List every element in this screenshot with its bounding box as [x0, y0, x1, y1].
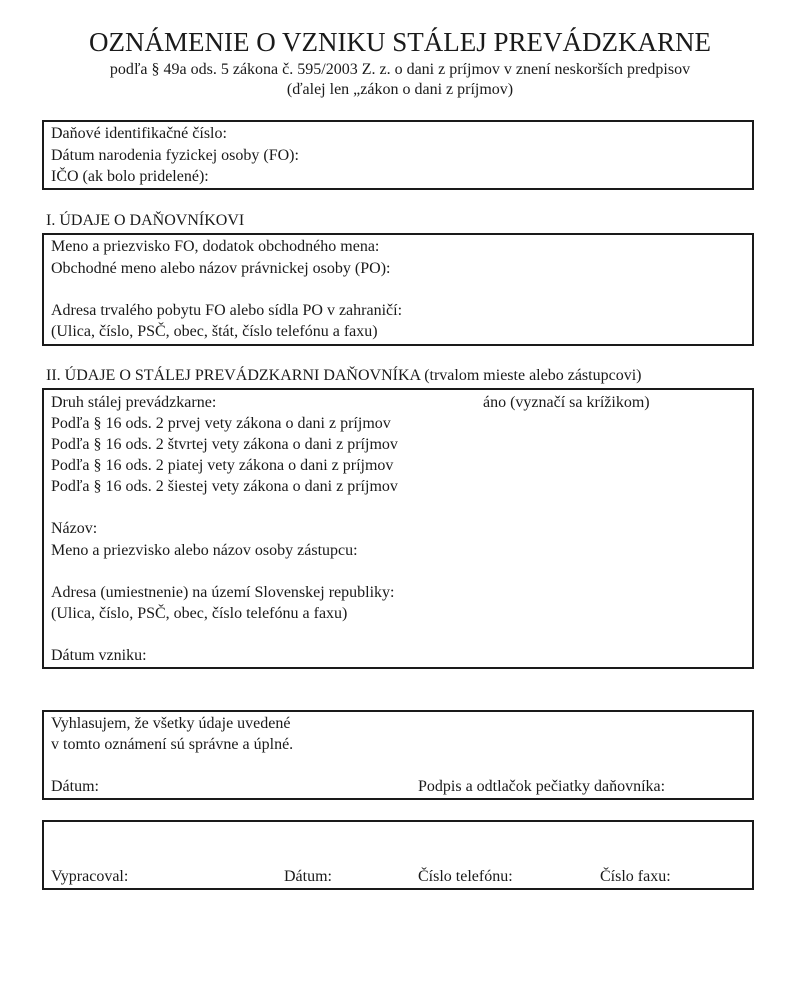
document-subtitle: podľa § 49a ods. 5 zákona č. 595/2003 Z. z. o dani z príjmov v znení neskorších predpisov	[109, 61, 691, 78]
taxpayer-address-field-label[interactable]: Adresa trvalého pobytu FO alebo sídla PO v zahraničí:	[51, 302, 403, 319]
declaration-text-line-1: Vyhlasujem, že všetky údaje uvedené	[51, 715, 291, 732]
section-2-heading-suffix: (trvalom mieste alebo zástupcovi)	[424, 367, 642, 384]
signature-field-label[interactable]: Podpis a odtlačok pečiatky daňovníka:	[418, 778, 666, 795]
representative-field-label[interactable]: Meno a priezvisko alebo názov osoby zástupcu:	[51, 542, 358, 559]
section-1-heading: I. ÚDAJE O DAŇOVNÍKOVI	[46, 212, 245, 229]
establishment-option-1[interactable]: Podľa § 16 ods. 2 prvej vety zákona o dani z príjmov	[51, 415, 391, 432]
taxpayer-name-field-label[interactable]: Meno a priezvisko FO, dodatok obchodného mena:	[51, 238, 380, 255]
establishment-address-field-label[interactable]: Adresa (umiestnenie) na území Slovenskej republiky:	[51, 584, 395, 601]
origin-date-field-label[interactable]: Dátum vzniku:	[51, 647, 147, 664]
footer-date-field-label[interactable]: Dátum:	[284, 868, 332, 885]
fax-field-label[interactable]: Číslo faxu:	[600, 868, 671, 885]
dic-field-label[interactable]: Daňové identifikačné číslo:	[51, 125, 227, 142]
birth-date-field-label[interactable]: Dátum narodenia fyzickej osoby (FO):	[51, 147, 299, 164]
yes-column-label: áno (vyznačí sa krížikom)	[483, 394, 650, 411]
establishment-option-4[interactable]: Podľa § 16 ods. 2 šiestej vety zákona o dani z príjmov	[51, 478, 398, 495]
establishment-name-field-label[interactable]: Názov:	[51, 520, 98, 537]
document-title: OZNÁMENIE O VZNIKU STÁLEJ PREVÁDZKARNE	[89, 27, 711, 57]
business-name-field-label[interactable]: Obchodné meno alebo názov právnickej osoby (PO):	[51, 260, 391, 277]
section-2-heading-main: II. ÚDAJE O STÁLEJ PREVÁDZKARNI DAŇOVNÍKA	[46, 367, 421, 384]
taxpayer-address-hint: (Ulica, číslo, PSČ, obec, štát, číslo telefónu a faxu)	[51, 323, 378, 340]
ico-field-label[interactable]: IČO (ak bolo pridelené):	[51, 168, 209, 185]
prepared-by-field-label[interactable]: Vypracoval:	[51, 868, 129, 885]
section-2-heading	[46, 366, 641, 386]
document-subtitle-abbrev: (ďalej len „zákon o dani z príjmov)	[286, 81, 514, 98]
declaration-date-field-label[interactable]: Dátum:	[51, 778, 99, 795]
establishment-address-hint: (Ulica, číslo, PSČ, obec, číslo telefónu a faxu)	[51, 605, 348, 622]
phone-field-label[interactable]: Číslo telefónu:	[418, 868, 513, 885]
establishment-type-label: Druh stálej prevádzkarne:	[51, 394, 217, 411]
declaration-text-line-2: v tomto oznámení sú správne a úplné.	[51, 736, 294, 753]
establishment-option-3[interactable]: Podľa § 16 ods. 2 piatej vety zákona o dani z príjmov	[51, 457, 394, 474]
establishment-option-2[interactable]: Podľa § 16 ods. 2 štvrtej vety zákona o dani z príjmov	[51, 436, 398, 453]
